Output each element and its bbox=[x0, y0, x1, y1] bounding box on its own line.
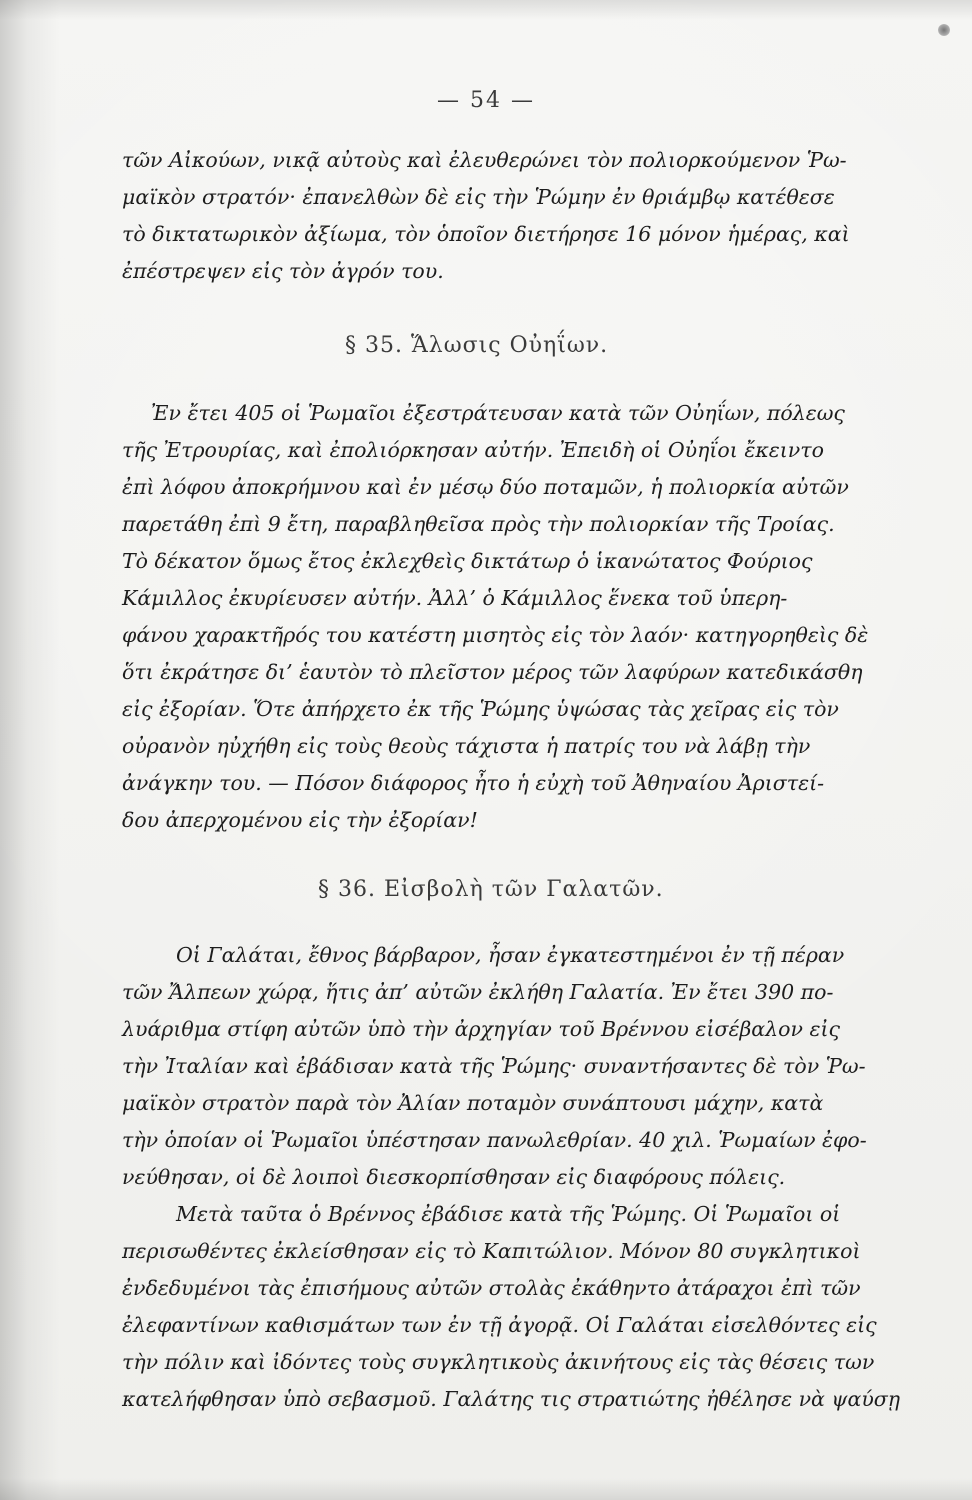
body-line: Μετὰ ταῦτα ὁ Βρέννος ἐβάδισε κατὰ τῆς Ῥώμης. Οἱ Ῥωμαῖοι οἱ bbox=[176, 1202, 841, 1226]
body-line: κατελήφθησαν ὑπὸ σεβασμοῦ. Γαλάτης τις στρατιώτης ἠθέλησε νὰ ψαύσῃ bbox=[122, 1387, 901, 1411]
body-line: ἐπέστρεψεν εἰς τὸν ἀγρόν του. bbox=[122, 259, 444, 283]
body-line: τὴν Ἰταλίαν καὶ ἐβάδισαν κατὰ τῆς Ῥώμης· συναντήσαντες δὲ τὸν Ῥω- bbox=[122, 1054, 866, 1078]
body-line: μαϊκὸν στρατὸν παρὰ τὸν Ἀλίαν ποταμὸν συνάπτουσι μάχην, κατὰ bbox=[122, 1091, 824, 1115]
body-line: τὸ δικτατωρικὸν ἀξίωμα, τὸν ὁποῖον διετήρησε 16 μόνον ἡμέρας, καὶ bbox=[122, 222, 850, 246]
body-line: λυάριθμα στίφη αὐτῶν ὑπὸ τὴν ἀρχηγίαν τοῦ Βρέννου εἰσέβαλον εἰς bbox=[122, 1017, 840, 1041]
body-line: Οἱ Γαλάται, ἔθνος βάρβαρον, ἦσαν ἐγκατεστημένοι ἐν τῇ πέραν bbox=[176, 943, 845, 967]
body-line: τῶν Ἄλπεων χώρᾳ, ἥτις ἀπ’ αὐτῶν ἐκλήθη Γαλατία. Ἐν ἔτει 390 πο- bbox=[122, 980, 834, 1004]
page-shadow-bottom bbox=[0, 1478, 972, 1500]
body-line: ἐλεφαντίνων καθισμάτων των ἐν τῇ ἀγορᾷ. Οἱ Γαλάται εἰσελθόντες εἰς bbox=[122, 1313, 877, 1337]
body-line: τὴν πόλιν καὶ ἰδόντες τοὺς συγκλητικοὺς ἀκινήτους εἰς τὰς θέσεις των bbox=[122, 1350, 875, 1374]
body-line: φάνου χαρακτῆρός του κατέστη μισητὸς εἰς τὸν λαόν· κατηγορηθεὶς δὲ bbox=[122, 623, 869, 647]
body-line: τῆς Ἐτρουρίας, καὶ ἐπολιόρκησαν αὐτήν. Ἐπειδὴ οἱ Οὐηΐοι ἔκειντο bbox=[122, 438, 824, 462]
body-line: οὐρανὸν ηὐχήθη εἰς τοὺς θεοὺς τάχιστα ἡ πατρίς του νὰ λάβῃ τὴν bbox=[122, 734, 811, 758]
page-number: — 54 — bbox=[437, 88, 535, 113]
body-line: ὅτι ἐκράτησε δι’ ἑαυτὸν τὸ πλεῖστον μέρος τῶν λαφύρων κατεδικάσθη bbox=[122, 660, 863, 684]
body-line: Ἐν ἔτει 405 οἱ Ῥωμαῖοι ἐξεστράτευσαν κατὰ τῶν Οὐηΐων, πόλεως bbox=[151, 401, 845, 425]
body-line: παρετάθη ἐπὶ 9 ἔτη, παραβληθεῖσα πρὸς τὴν πολιορκίαν τῆς Τροίας. bbox=[122, 512, 835, 536]
body-line: ἀνάγκην του. — Πόσον διάφορος ἦτο ἡ εὐχὴ τοῦ Ἀθηναίου Ἀριστεί- bbox=[122, 771, 825, 795]
body-line: ἐπὶ λόφου ἀποκρήμνου καὶ ἐν μέσῳ δύο ποταμῶν, ἡ πολιορκία αὐτῶν bbox=[122, 475, 849, 499]
body-line: δου ἀπερχομένου εἰς τὴν ἐξορίαν! bbox=[122, 808, 478, 832]
body-line: Τὸ δέκατον ὅμως ἔτος ἐκλεχθεὶς δικτάτωρ ὁ ἱκανώτατος Φούριος bbox=[122, 549, 813, 573]
body-line: Κάμιλλος ἐκυρίευσεν αὐτήν. Ἀλλ’ ὁ Κάμιλλος ἕνεκα τοῦ ὑπερη- bbox=[122, 586, 788, 610]
body-line: εἰς ἐξορίαν. Ὅτε ἀπήρχετο ἐκ τῆς Ῥώμης ὑψώσας τὰς χεῖρας εἰς τὸν bbox=[122, 697, 839, 721]
body-line: τὴν ὁποίαν οἱ Ῥωμαῖοι ὑπέστησαν πανωλεθρίαν. 40 χιλ. Ῥωμαίων ἐφο- bbox=[122, 1128, 867, 1152]
page-shadow-left bbox=[0, 0, 60, 1500]
body-line: τῶν Αἰκούων, νικᾷ αὐτοὺς καὶ ἐλευθερώνει τὸν πολιορκούμενον Ῥω- bbox=[122, 148, 847, 172]
body-line: ἐνδεδυμένοι τὰς ἐπισήμους αὐτῶν στολὰς ἐκάθηντο ἀτάραχοι ἐπὶ τῶν bbox=[122, 1276, 861, 1300]
body-line: περισωθέντες ἐκλείσθησαν εἰς τὸ Καπιτώλιον. Μόνον 80 συγκλητικοὶ bbox=[122, 1239, 861, 1263]
body-line: νεύθησαν, οἱ δὲ λοιποὶ διεσκορπίσθησαν εἰς διαφόρους πόλεις. bbox=[122, 1165, 786, 1189]
section-heading-35: § 35. Ἅλωσις Οὐηΐων. bbox=[345, 333, 609, 358]
body-line: μαϊκὸν στρατόν· ἐπανελθὼν δὲ εἰς τὴν Ῥώμην ἐν θριάμβῳ κατέθεσε bbox=[122, 185, 835, 209]
scan-mark bbox=[938, 24, 950, 36]
page-shadow-top bbox=[0, 0, 972, 20]
section-heading-36: § 36. Εἰσβολὴ τῶν Γαλατῶν. bbox=[318, 877, 664, 902]
